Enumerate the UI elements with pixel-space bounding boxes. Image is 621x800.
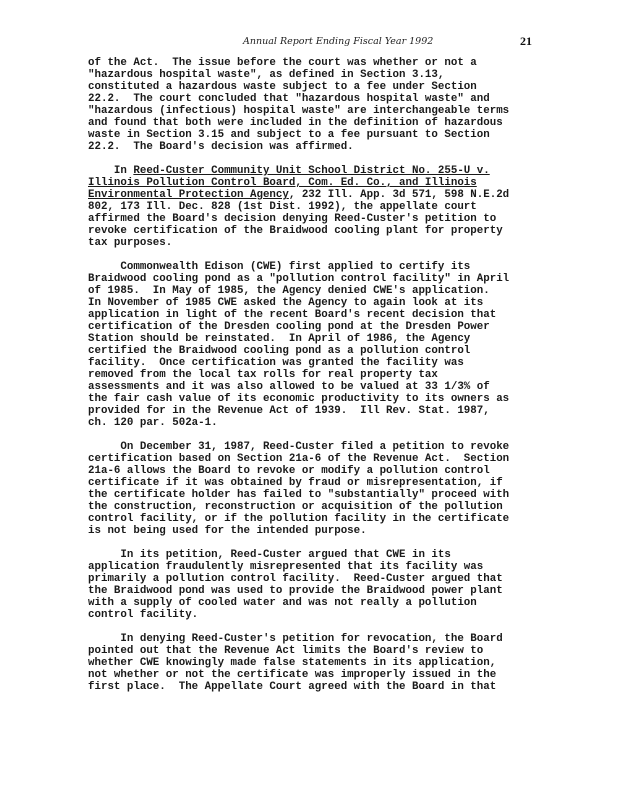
text-line: application in light of the recent Board's recent decision that xyxy=(88,309,497,321)
text-line xyxy=(88,189,558,201)
text-line: In denying Reed-Custer's petition for revocation, the Board xyxy=(88,633,503,645)
text-line xyxy=(88,165,558,177)
text-line: and found that both were included in the definition of hazardous xyxy=(88,117,503,129)
text-line: Station should be reinstated. In April of 1986, the Agency xyxy=(88,333,471,345)
text-line: tax purposes. xyxy=(88,237,173,249)
text-line: certification of the Dresden cooling pond at the Dresden Power xyxy=(88,321,490,333)
text-line: "hazardous (infectious) hospital waste" are interchangeable terms xyxy=(88,105,510,117)
text-line: application fraudulently misrepresented that its facility was xyxy=(88,561,484,573)
text-line: of the Act. The issue before the court was whether or not a xyxy=(88,57,477,69)
body-text xyxy=(88,57,558,693)
page-number: 21 xyxy=(520,34,532,48)
text-line: the certificate holder has failed to "substantially" proceed with xyxy=(88,489,510,501)
text-line: control facility, or if the pollution facility in the certificate xyxy=(88,513,510,525)
text-line: Braidwood cooling pond as a "pollution control facility" in April xyxy=(88,273,510,285)
text-line: 22.2. The Board's decision was affirmed. xyxy=(88,141,354,153)
text-line: certified the Braidwood cooling pond as a pollution control xyxy=(88,345,471,357)
text-line: provided for in the Revenue Act of 1939. Ill Rev. Stat. 1987, xyxy=(88,405,490,417)
running-header-title: Annual Report Ending Fiscal Year 1992 xyxy=(243,36,434,47)
paragraph-1 xyxy=(88,57,558,153)
text-line: 22.2. The court concluded that "hazardous hospital waste" and xyxy=(88,93,490,105)
text-line: ch. 120 par. 502a-1. xyxy=(88,417,218,429)
text-line: affirmed the Board's decision denying Reed-Custer's petition to xyxy=(88,213,497,225)
paragraph-2 xyxy=(88,165,558,249)
case-name: Reed-Custer Community Unit School District No. 255-U v. xyxy=(133,165,490,177)
text-line: waste in Section 3.15 and subject to a fee pursuant to Section xyxy=(88,129,490,141)
indent: In xyxy=(88,165,134,177)
case-name: Environmental Protection Agency xyxy=(88,189,289,201)
text-line: constituted a hazardous waste subject to a fee under Section xyxy=(88,81,477,93)
text-line: On December 31, 1987, Reed-Custer filed a petition to revoke xyxy=(88,441,510,453)
text-line: with a supply of cooled water and was not really a pollution xyxy=(88,597,477,609)
text-line: 21a-6 allows the Board to revoke or modify a pollution control xyxy=(88,465,490,477)
case-name: Illinois Pollution Control Board, Com. Ed. Co., and Illinois xyxy=(88,177,477,189)
text-line: is not being used for the intended purpose. xyxy=(88,525,367,537)
text-line xyxy=(88,177,558,189)
paragraph-4 xyxy=(88,441,558,537)
text-line: "hazardous hospital waste", as defined in Section 3.13, xyxy=(88,69,445,81)
text-line: assessments and it was also allowed to be valued at 33 1/3% of xyxy=(88,381,490,393)
text-line: the Braidwood pond was used to provide the Braidwood power plant xyxy=(88,585,503,597)
text-line: certification based on Section 21a-6 of the Revenue Act. Section xyxy=(88,453,510,465)
text-line: facility. Once certification was granted the facility was xyxy=(88,357,464,369)
text-line: removed from the local tax rolls for real property tax xyxy=(88,369,438,381)
text-line: not whether or not the certificate was improperly issued in the xyxy=(88,669,497,681)
text-line: certificate if it was obtained by fraud or misrepresentation, if xyxy=(88,477,503,489)
text-line: of 1985. In May of 1985, the Agency denied CWE's application. xyxy=(88,285,490,297)
paragraph-3 xyxy=(88,261,558,429)
text-line: the construction, reconstruction or acquisition of the pollution xyxy=(88,501,503,513)
paragraph-6 xyxy=(88,633,558,693)
text-line: control facility. xyxy=(88,609,199,621)
text-line: pointed out that the Revenue Act limits the Board's review to xyxy=(88,645,484,657)
text-line: In its petition, Reed-Custer argued that CWE in its xyxy=(88,549,451,561)
text-line: whether CWE knowingly made false statements in its application, xyxy=(88,657,497,669)
text-line: In November of 1985 CWE asked the Agency to again look at its xyxy=(88,297,484,309)
paragraph-5 xyxy=(88,549,558,621)
citation: , 232 Ill. App. 3d 571, 598 N.E.2d xyxy=(288,189,510,201)
text-line: revoke certification of the Braidwood cooling plant for property xyxy=(88,225,503,237)
text-line: primarily a pollution control facility. Reed-Custer argued that xyxy=(88,573,503,585)
text-line: first place. The Appellate Court agreed with the Board in that xyxy=(88,681,497,693)
text-line: 802, 173 Ill. Dec. 828 (1st Dist. 1992), the appellate court xyxy=(88,201,477,213)
text-line: the fair cash value of its economic productivity to its owners as xyxy=(88,393,510,405)
text-line: Commonwealth Edison (CWE) first applied to certify its xyxy=(88,261,471,273)
